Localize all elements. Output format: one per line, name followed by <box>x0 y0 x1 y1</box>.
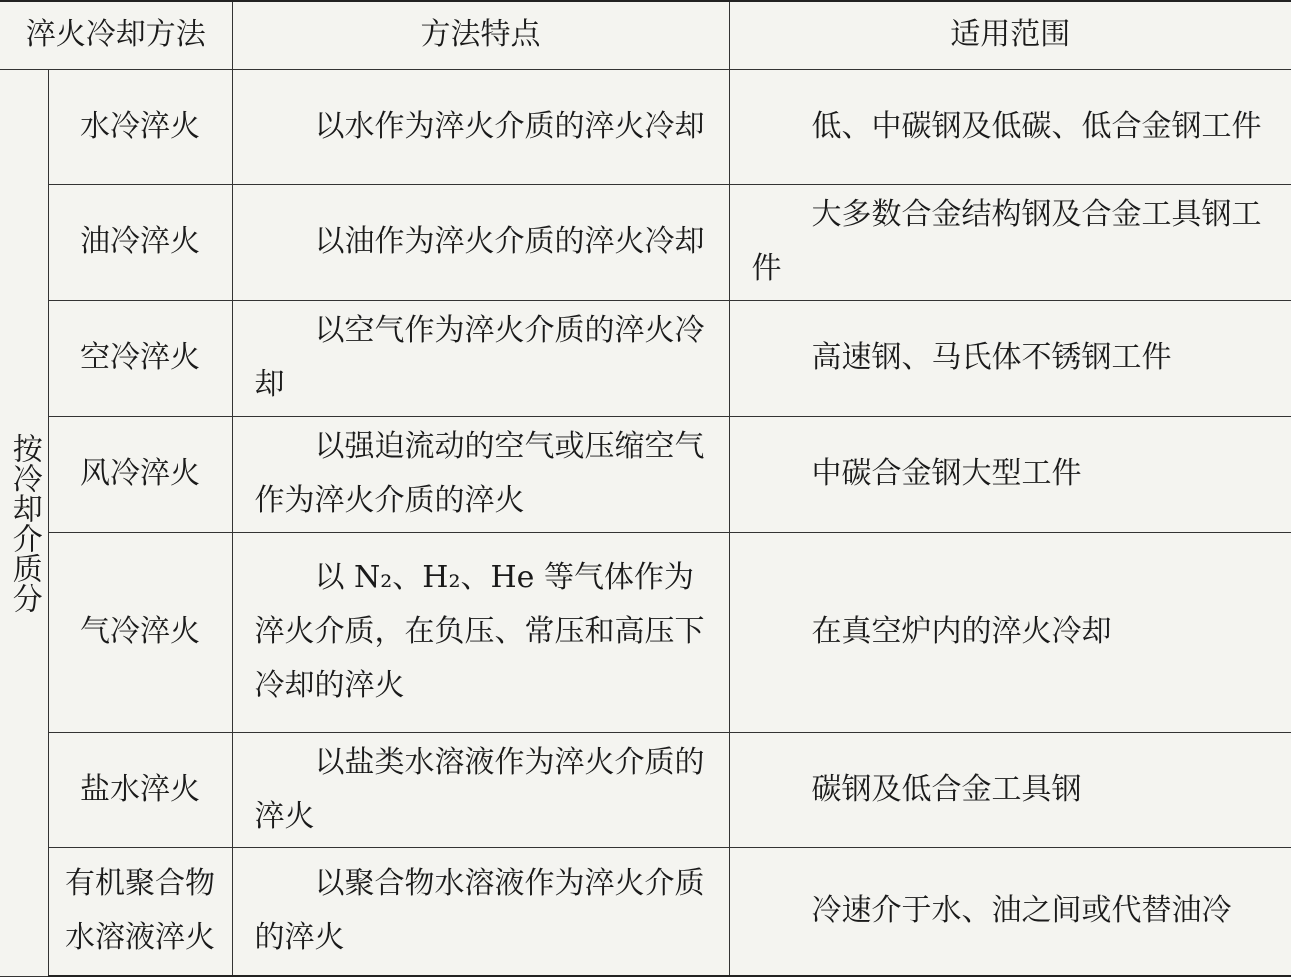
method-cell: 空冷淬火 <box>48 300 232 416</box>
header-method: 淬火冷却方法 <box>0 1 232 69</box>
feature-cell: 以水作为淬火介质的淬火冷却 <box>232 69 729 184</box>
group-label-cell <box>0 69 48 976</box>
scope-cell: 冷速介于水、油之间或代替油冷 <box>729 847 1291 976</box>
feature-cell: 以盐类水溶液作为淬火介质的淬火 <box>232 732 729 847</box>
scope-cell: 碳钢及低合金工具钢 <box>729 732 1291 847</box>
scope-cell: 大多数合金结构钢及合金工具钢工件 <box>729 184 1291 300</box>
scope-cell: 高速钢、马氏体不锈钢工件 <box>729 300 1291 416</box>
group-label: 按冷却介质分 <box>6 432 42 613</box>
table-row <box>0 69 1291 184</box>
method-cell: 盐水淬火 <box>48 732 232 847</box>
table-row <box>0 732 1291 847</box>
feature-cell: 以 N₂、H₂、He 等气体作为淬火介质，在负压、常压和高压下冷却的淬火 <box>232 532 729 732</box>
scope-cell: 在真空炉内的淬火冷却 <box>729 532 1291 732</box>
method-cell: 气冷淬火 <box>48 532 232 732</box>
table-row <box>0 416 1291 532</box>
table-row <box>0 847 1291 976</box>
feature-cell: 以强迫流动的空气或压缩空气作为淬火介质的淬火 <box>232 416 729 532</box>
table-row <box>0 184 1291 300</box>
method-cell: 油冷淬火 <box>48 184 232 300</box>
header-feature: 方法特点 <box>232 1 729 69</box>
method-cell: 有机聚合物水溶液淬火 <box>48 847 232 976</box>
method-cell: 风冷淬火 <box>48 416 232 532</box>
feature-cell: 以聚合物水溶液作为淬火介质的淬火 <box>232 847 729 976</box>
header-row <box>0 1 1291 69</box>
method-cell: 水冷淬火 <box>48 69 232 184</box>
header-scope: 适用范围 <box>729 1 1291 69</box>
table-row <box>0 532 1291 732</box>
feature-cell: 以空气作为淬火介质的淬火冷却 <box>232 300 729 416</box>
scope-cell: 低、中碳钢及低碳、低合金钢工件 <box>729 69 1291 184</box>
table-row <box>0 300 1291 416</box>
feature-cell: 以油作为淬火介质的淬火冷却 <box>232 184 729 300</box>
scope-cell: 中碳合金钢大型工件 <box>729 416 1291 532</box>
